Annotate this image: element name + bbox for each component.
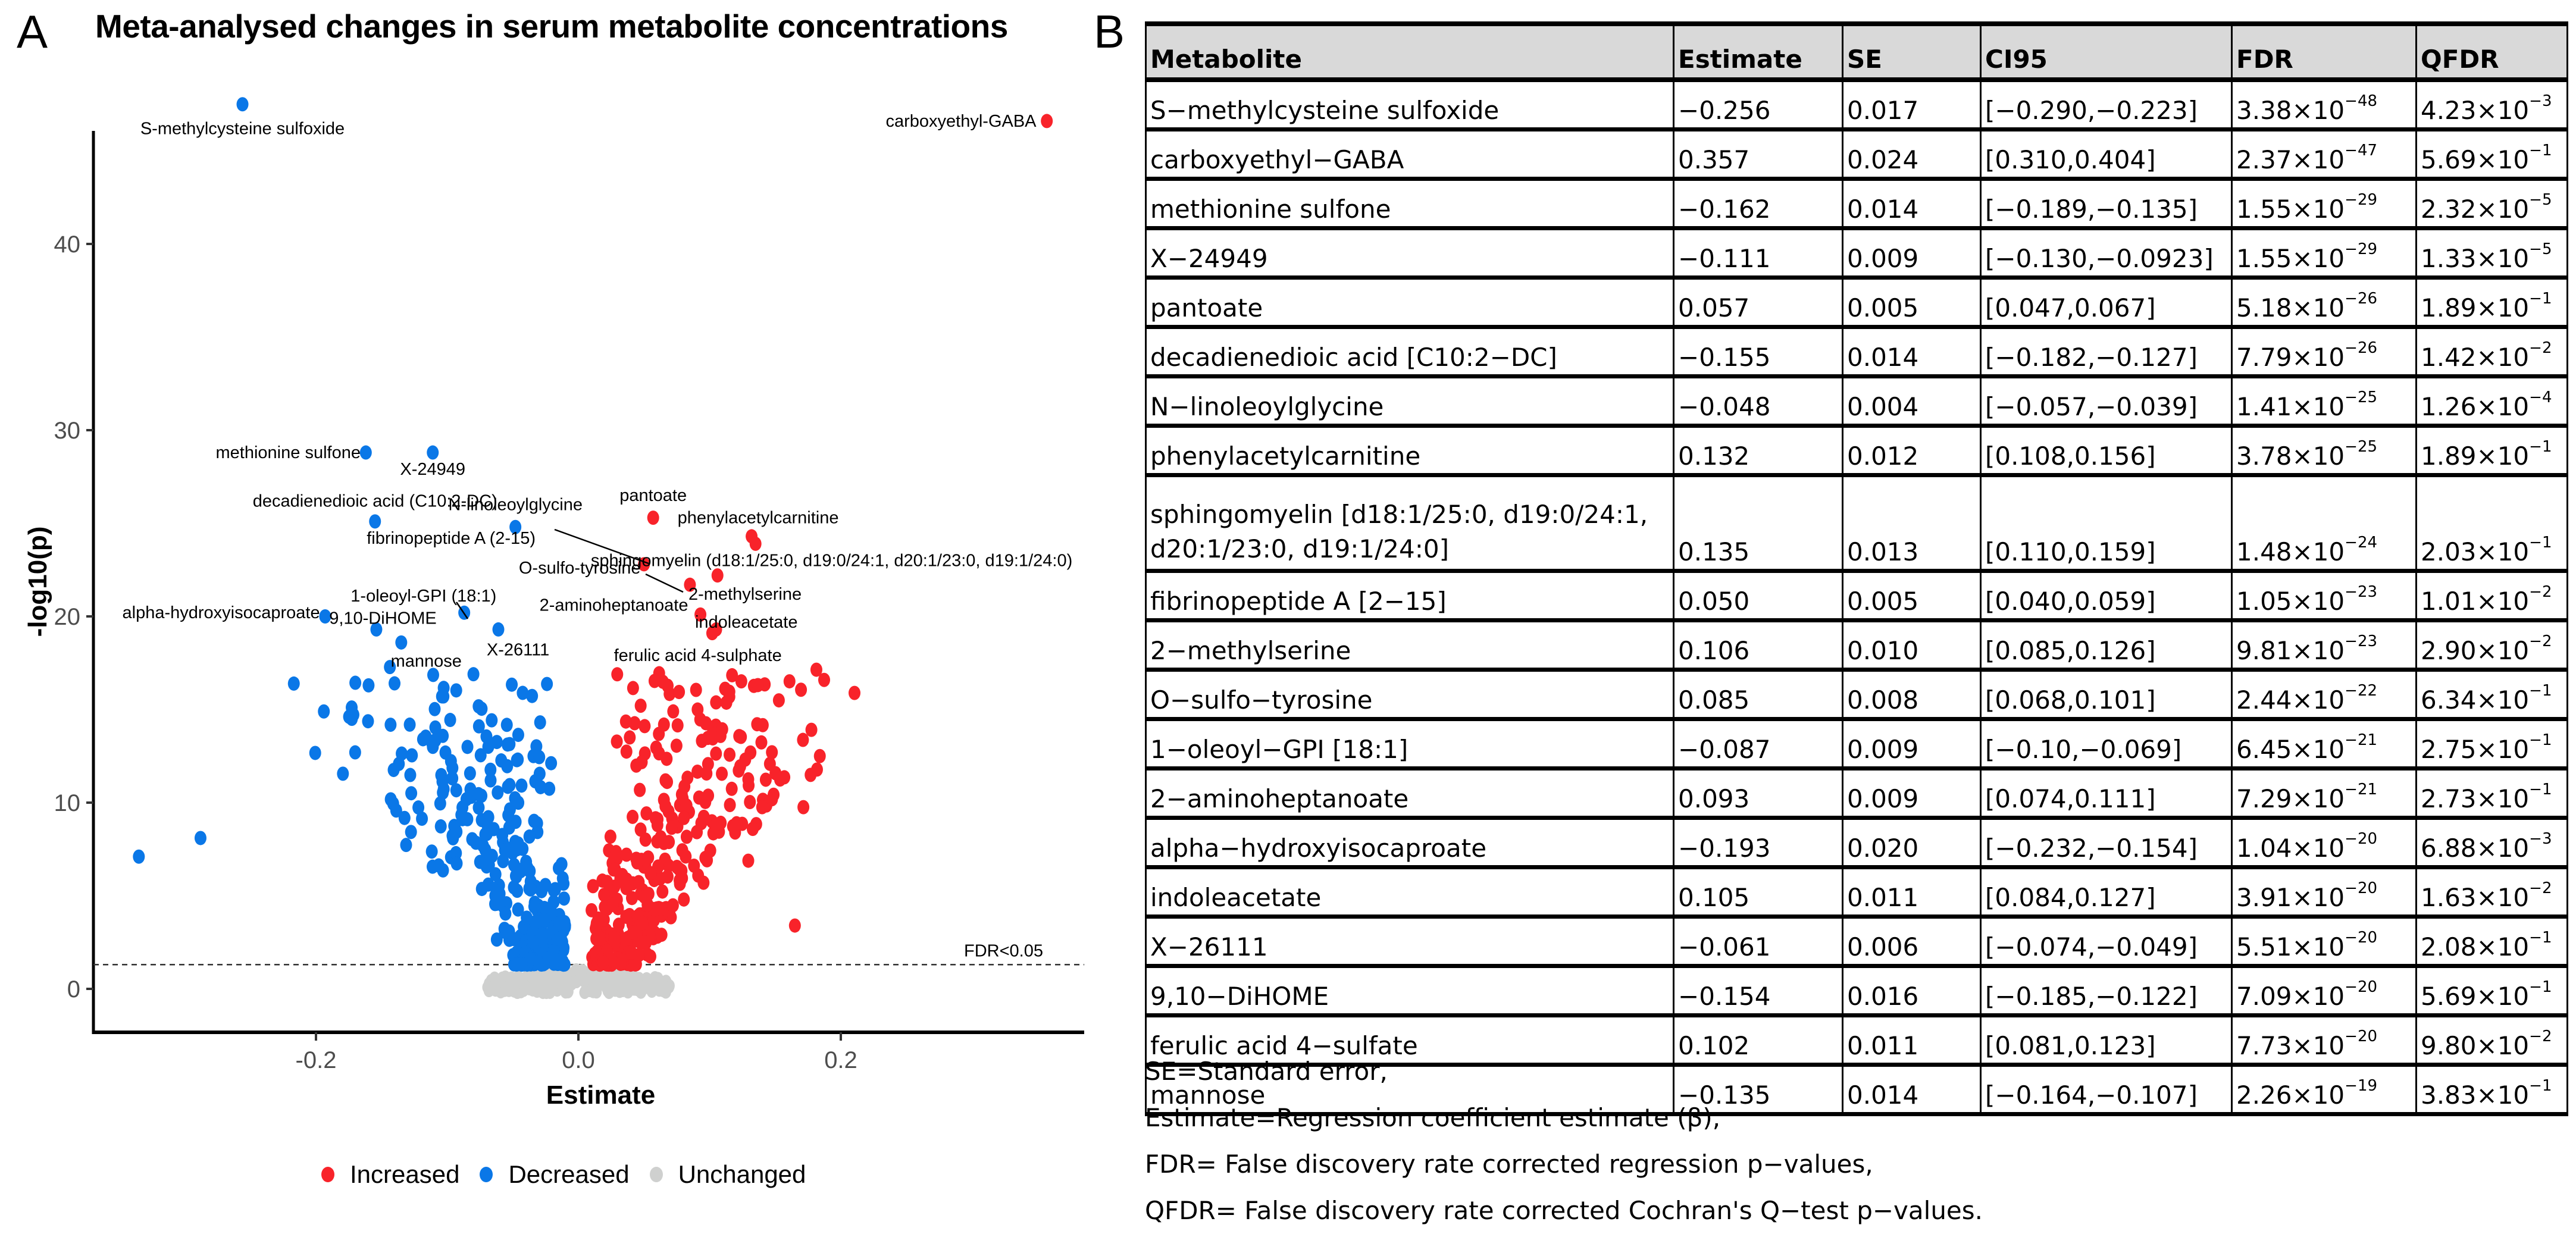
cell-qfdr bbox=[2417, 719, 2568, 769]
data-point bbox=[750, 537, 762, 551]
cell-metabolite: S−methylcysteine sulfoxide bbox=[1146, 80, 1674, 130]
cell-estimate: −0.087 bbox=[1674, 719, 1843, 769]
cell-fdr-exponent: −25 bbox=[2345, 389, 2378, 406]
legend-label: Decreased bbox=[508, 1160, 630, 1188]
cell-estimate: −0.162 bbox=[1674, 179, 1843, 228]
table-row bbox=[1146, 80, 2568, 130]
cell-ci95: [−0.290,−0.223] bbox=[1981, 80, 2232, 130]
cell-se: 0.016 bbox=[1843, 966, 1981, 1016]
table-row bbox=[1146, 719, 2568, 769]
cell-ci95: [−0.232,−0.154] bbox=[1981, 818, 2232, 867]
cell-fdr bbox=[2232, 867, 2417, 917]
cell-fdr-exponent: −20 bbox=[2345, 978, 2378, 996]
cell-fdr-mantissa: 5.18×10 bbox=[2236, 293, 2345, 322]
cell-fdr-exponent: −48 bbox=[2345, 92, 2378, 110]
cell-estimate: −0.135 bbox=[1674, 1065, 1843, 1114]
cell-se: 0.012 bbox=[1843, 426, 1981, 475]
footnote-qfdr: QFDR= False discovery rate corrected Cochran's Q−test p−values. bbox=[1145, 1196, 1983, 1225]
cell-fdr bbox=[2232, 475, 2417, 571]
cell-estimate: 0.135 bbox=[1674, 475, 1843, 571]
cell-se: 0.004 bbox=[1843, 377, 1981, 426]
cell-estimate: 0.057 bbox=[1674, 278, 1843, 327]
cell-fdr-mantissa: 2.37×10 bbox=[2236, 145, 2345, 174]
cell-se: 0.020 bbox=[1843, 818, 1981, 867]
cell-fdr bbox=[2232, 80, 2417, 130]
cell-qfdr-mantissa: 6.88×10 bbox=[2421, 834, 2530, 863]
cell-qfdr-mantissa: 9.80×10 bbox=[2421, 1031, 2530, 1060]
column-header-se: SE bbox=[1843, 24, 1981, 80]
legend-item-unchanged bbox=[650, 1160, 806, 1189]
point-label: N-linoleoylglycine bbox=[448, 495, 583, 515]
data-point bbox=[237, 97, 249, 111]
cell-metabolite: methionine sulfone bbox=[1146, 179, 1674, 228]
point-label: 2-methylserine bbox=[688, 584, 802, 604]
table-row bbox=[1146, 670, 2568, 719]
cell-fdr-exponent: −26 bbox=[2345, 290, 2378, 308]
cell-ci95: [0.110,0.159] bbox=[1981, 475, 2232, 571]
cell-qfdr-exponent: −1 bbox=[2529, 978, 2552, 996]
table-row bbox=[1146, 867, 2568, 917]
cell-qfdr-exponent: −3 bbox=[2529, 92, 2552, 110]
data-point bbox=[1041, 114, 1053, 128]
column-header-metabolite: Metabolite bbox=[1146, 24, 1674, 80]
cell-ci95: [0.081,0.123] bbox=[1981, 1016, 2232, 1065]
y-tick-label: 40 bbox=[54, 231, 80, 258]
table-row bbox=[1146, 130, 2568, 179]
cell-qfdr bbox=[2417, 670, 2568, 719]
cell-fdr-mantissa: 1.04×10 bbox=[2236, 834, 2345, 863]
cell-estimate: 0.085 bbox=[1674, 670, 1843, 719]
cell-qfdr bbox=[2417, 475, 2568, 571]
data-point bbox=[712, 568, 724, 582]
cell-fdr-exponent: −29 bbox=[2345, 191, 2378, 209]
table-row bbox=[1146, 475, 2568, 571]
cell-estimate: 0.102 bbox=[1674, 1016, 1843, 1065]
cell-estimate: −0.061 bbox=[1674, 917, 1843, 966]
point-label: O-sulfo-tyrosine bbox=[518, 559, 641, 578]
panel-a-letter: A bbox=[17, 5, 48, 58]
cell-ci95: [0.047,0.067] bbox=[1981, 278, 2232, 327]
cell-fdr bbox=[2232, 130, 2417, 179]
cell-qfdr-exponent: −2 bbox=[2529, 1028, 2552, 1045]
cell-qfdr-exponent: −2 bbox=[2529, 339, 2552, 357]
cell-qfdr-exponent: −1 bbox=[2529, 142, 2552, 159]
cell-fdr-mantissa: 5.51×10 bbox=[2236, 932, 2345, 961]
cell-metabolite: ferulic acid 4−sulfate bbox=[1146, 1016, 1674, 1065]
cell-fdr bbox=[2232, 818, 2417, 867]
cell-metabolite: alpha−hydroxyisocaproate bbox=[1146, 818, 1674, 867]
cell-ci95: [−0.164,−0.107] bbox=[1981, 1065, 2232, 1114]
data-point bbox=[369, 514, 381, 528]
cell-se: 0.011 bbox=[1843, 867, 1981, 917]
table-row bbox=[1146, 621, 2568, 670]
cell-metabolite: O−sulfo−tyrosine bbox=[1146, 670, 1674, 719]
cell-se: 0.014 bbox=[1843, 327, 1981, 377]
data-point bbox=[360, 446, 372, 460]
cell-qfdr-mantissa: 1.42×10 bbox=[2421, 343, 2530, 372]
cell-fdr-mantissa: 3.91×10 bbox=[2236, 883, 2345, 912]
cell-ci95: [−0.057,−0.039] bbox=[1981, 377, 2232, 426]
cell-fdr-mantissa: 1.55×10 bbox=[2236, 195, 2345, 224]
point-label: alpha-hydroxyisocaproate bbox=[122, 603, 320, 623]
cell-metabolite: X−26111 bbox=[1146, 917, 1674, 966]
cell-qfdr-exponent: −2 bbox=[2529, 583, 2552, 601]
cell-qfdr bbox=[2417, 179, 2568, 228]
cell-ci95: [0.068,0.101] bbox=[1981, 670, 2232, 719]
cell-fdr-exponent: −20 bbox=[2345, 879, 2378, 897]
panel-b-letter: B bbox=[1094, 5, 1125, 58]
cell-fdr bbox=[2232, 426, 2417, 475]
table-row bbox=[1146, 327, 2568, 377]
cell-ci95: [−0.185,−0.122] bbox=[1981, 966, 2232, 1016]
cell-qfdr-exponent: −1 bbox=[2529, 731, 2552, 749]
cell-ci95: [−0.10,−0.069] bbox=[1981, 719, 2232, 769]
cell-estimate: −0.193 bbox=[1674, 818, 1843, 867]
cell-qfdr bbox=[2417, 769, 2568, 818]
cell-fdr bbox=[2232, 670, 2417, 719]
cell-fdr-exponent: −24 bbox=[2345, 534, 2378, 552]
table-header-row bbox=[1146, 24, 2568, 80]
cell-metabolite: carboxyethyl−GABA bbox=[1146, 130, 1674, 179]
cell-estimate: 0.106 bbox=[1674, 621, 1843, 670]
cell-qfdr-exponent: −1 bbox=[2529, 929, 2552, 947]
cell-qfdr-mantissa: 1.63×10 bbox=[2421, 883, 2530, 912]
cell-fdr-mantissa: 1.55×10 bbox=[2236, 244, 2345, 273]
column-header-qfdr: QFDR bbox=[2417, 24, 2568, 80]
cell-qfdr bbox=[2417, 426, 2568, 475]
cell-qfdr-mantissa: 1.01×10 bbox=[2421, 587, 2530, 616]
x-tick-label: -0.2 bbox=[295, 1047, 337, 1073]
cell-se: 0.011 bbox=[1843, 1016, 1981, 1065]
cell-qfdr-exponent: −1 bbox=[2529, 781, 2552, 798]
table-body bbox=[1146, 80, 2568, 1114]
cell-ci95: [0.084,0.127] bbox=[1981, 867, 2232, 917]
cell-qfdr bbox=[2417, 1016, 2568, 1065]
cell-qfdr bbox=[2417, 917, 2568, 966]
cell-se: 0.005 bbox=[1843, 571, 1981, 621]
cell-metabolite: decadienedioic acid [C10:2−DC] bbox=[1146, 327, 1674, 377]
data-point bbox=[395, 635, 407, 650]
fdr-threshold-label: FDR<0.05 bbox=[964, 941, 1043, 961]
cell-qfdr-mantissa: 6.34×10 bbox=[2421, 685, 2530, 715]
cell-fdr-exponent: −47 bbox=[2345, 142, 2378, 159]
cell-estimate: 0.050 bbox=[1674, 571, 1843, 621]
cell-qfdr-exponent: −1 bbox=[2529, 1077, 2552, 1095]
point-label: X-24949 bbox=[400, 460, 466, 480]
y-tick-label: 20 bbox=[54, 604, 80, 630]
chart-title: Meta-analysed changes in serum metabolite concentrations bbox=[95, 8, 1008, 45]
cell-qfdr-mantissa: 1.33×10 bbox=[2421, 244, 2530, 273]
cell-qfdr-mantissa: 2.90×10 bbox=[2421, 636, 2530, 665]
point-label: indoleacetate bbox=[694, 612, 798, 632]
cell-qfdr-exponent: −2 bbox=[2529, 879, 2552, 897]
y-tick-label: 30 bbox=[54, 418, 80, 444]
cell-fdr-exponent: −21 bbox=[2345, 781, 2378, 798]
cell-qfdr bbox=[2417, 966, 2568, 1016]
cell-fdr-mantissa: 7.79×10 bbox=[2236, 343, 2345, 372]
cell-qfdr bbox=[2417, 571, 2568, 621]
point-label: 9,10-DiHOME bbox=[329, 609, 437, 628]
cell-fdr bbox=[2232, 278, 2417, 327]
cell-se: 0.014 bbox=[1843, 1065, 1981, 1114]
cell-fdr bbox=[2232, 571, 2417, 621]
cell-se: 0.010 bbox=[1843, 621, 1981, 670]
cell-se: 0.024 bbox=[1843, 130, 1981, 179]
table-row bbox=[1146, 769, 2568, 818]
cell-se: 0.005 bbox=[1843, 278, 1981, 327]
cell-fdr-mantissa: 9.81×10 bbox=[2236, 636, 2345, 665]
cell-fdr-exponent: −22 bbox=[2345, 682, 2378, 700]
point-label: phenylacetylcarnitine bbox=[677, 508, 839, 528]
y-tick-label: 0 bbox=[67, 976, 80, 1003]
data-point bbox=[427, 446, 439, 460]
cell-fdr-mantissa: 3.78×10 bbox=[2236, 441, 2345, 471]
legend-dot-increased bbox=[321, 1167, 334, 1182]
cell-qfdr-mantissa: 1.89×10 bbox=[2421, 293, 2530, 322]
table-row bbox=[1146, 966, 2568, 1016]
point-label: 2-aminoheptanoate bbox=[539, 596, 688, 615]
column-header-fdr: FDR bbox=[2232, 24, 2417, 80]
cell-qfdr bbox=[2417, 818, 2568, 867]
y-tick-label: 10 bbox=[54, 790, 80, 816]
table-row bbox=[1146, 818, 2568, 867]
point-label: mannose bbox=[390, 652, 462, 671]
cell-estimate: −0.154 bbox=[1674, 966, 1843, 1016]
cell-qfdr-mantissa: 3.83×10 bbox=[2421, 1080, 2530, 1110]
cell-qfdr-exponent: −5 bbox=[2529, 191, 2552, 209]
cell-qfdr-mantissa: 5.69×10 bbox=[2421, 982, 2530, 1011]
point-label: X-26111 bbox=[486, 640, 550, 660]
x-axis-title: Estimate bbox=[546, 1080, 656, 1110]
legend-item-increased bbox=[321, 1160, 459, 1189]
cell-se: 0.009 bbox=[1843, 228, 1981, 278]
results-table bbox=[1145, 21, 2568, 1116]
table-row bbox=[1146, 571, 2568, 621]
cell-fdr-exponent: −19 bbox=[2345, 1077, 2378, 1095]
cell-fdr-exponent: −23 bbox=[2345, 632, 2378, 650]
cell-ci95: [−0.074,−0.049] bbox=[1981, 917, 2232, 966]
cell-qfdr-exponent: −1 bbox=[2529, 290, 2552, 308]
cell-metabolite: 9,10−DiHOME bbox=[1146, 966, 1674, 1016]
cell-qfdr-mantissa: 1.26×10 bbox=[2421, 392, 2530, 421]
cell-ci95: [0.085,0.126] bbox=[1981, 621, 2232, 670]
cell-estimate: −0.111 bbox=[1674, 228, 1843, 278]
footnote-se: SE=Standard error, bbox=[1145, 1057, 1388, 1086]
cell-fdr bbox=[2232, 179, 2417, 228]
cell-ci95: [−0.189,−0.135] bbox=[1981, 179, 2232, 228]
footnote-estimate: Estimate=Regression coefficient estimate (β), bbox=[1145, 1103, 1721, 1132]
cell-se: 0.009 bbox=[1843, 719, 1981, 769]
cell-qfdr-mantissa: 4.23×10 bbox=[2421, 96, 2530, 125]
point-label: methionine sulfone bbox=[215, 443, 361, 462]
cell-se: 0.006 bbox=[1843, 917, 1981, 966]
cell-qfdr-exponent: −1 bbox=[2529, 534, 2552, 552]
cell-ci95: [0.310,0.404] bbox=[1981, 130, 2232, 179]
point-label: 1-oleoyl-GPI (18:1) bbox=[350, 586, 497, 606]
cell-metabolite: 2−aminoheptanoate bbox=[1146, 769, 1674, 818]
point-label: pantoate bbox=[619, 486, 687, 505]
point-label: decadienedioic acid (C10:2-DC) bbox=[252, 491, 497, 511]
volcano-plot bbox=[0, 0, 1131, 1216]
cell-se: 0.013 bbox=[1843, 475, 1981, 571]
cell-fdr bbox=[2232, 769, 2417, 818]
cell-estimate: 0.357 bbox=[1674, 130, 1843, 179]
point-label: S-methylcysteine sulfoxide bbox=[140, 119, 345, 139]
cell-qfdr-exponent: −3 bbox=[2529, 830, 2552, 848]
cell-fdr-exponent: −23 bbox=[2345, 583, 2378, 601]
cell-qfdr bbox=[2417, 867, 2568, 917]
cell-fdr-exponent: −20 bbox=[2345, 830, 2378, 848]
table-row bbox=[1146, 278, 2568, 327]
cell-metabolite: sphingomyelin [d18:1/25:0, d19:0/24:1, d20:1/23:0, d19:1/24:0] bbox=[1146, 475, 1674, 571]
cell-qfdr bbox=[2417, 621, 2568, 670]
cell-fdr bbox=[2232, 1065, 2417, 1114]
cell-se: 0.009 bbox=[1843, 769, 1981, 818]
cell-qfdr-mantissa: 5.69×10 bbox=[2421, 145, 2530, 174]
cell-se: 0.017 bbox=[1843, 80, 1981, 130]
legend-item-decreased bbox=[480, 1160, 629, 1189]
cell-qfdr-exponent: −1 bbox=[2529, 438, 2552, 456]
point-label: ferulic acid 4-sulphate bbox=[614, 646, 782, 666]
cell-qfdr bbox=[2417, 228, 2568, 278]
cell-fdr bbox=[2232, 621, 2417, 670]
cell-qfdr-mantissa: 2.03×10 bbox=[2421, 537, 2530, 566]
data-point bbox=[492, 622, 504, 637]
cell-qfdr-mantissa: 2.73×10 bbox=[2421, 784, 2530, 813]
cell-fdr-exponent: −20 bbox=[2345, 1028, 2378, 1045]
cell-se: 0.008 bbox=[1843, 670, 1981, 719]
cell-fdr-mantissa: 1.05×10 bbox=[2236, 587, 2345, 616]
cell-estimate: 0.093 bbox=[1674, 769, 1843, 818]
cell-fdr bbox=[2232, 1016, 2417, 1065]
table-row bbox=[1146, 377, 2568, 426]
cell-qfdr bbox=[2417, 130, 2568, 179]
cell-fdr-exponent: −20 bbox=[2345, 929, 2378, 947]
point-label: carboxyethyl-GABA bbox=[885, 111, 1037, 131]
cell-fdr-mantissa: 6.45×10 bbox=[2236, 735, 2345, 764]
cell-metabolite: 2−methylserine bbox=[1146, 621, 1674, 670]
cell-fdr-mantissa: 7.29×10 bbox=[2236, 784, 2345, 813]
cell-ci95: [0.040,0.059] bbox=[1981, 571, 2232, 621]
cell-ci95: [0.074,0.111] bbox=[1981, 769, 2232, 818]
cell-ci95: [−0.182,−0.127] bbox=[1981, 327, 2232, 377]
cell-estimate: 0.132 bbox=[1674, 426, 1843, 475]
cell-fdr-mantissa: 3.38×10 bbox=[2236, 96, 2345, 125]
point-label: fibrinopeptide A (2-15) bbox=[367, 528, 536, 548]
cell-fdr bbox=[2232, 228, 2417, 278]
cell-metabolite: N−linoleoylglycine bbox=[1146, 377, 1674, 426]
cell-fdr-exponent: −25 bbox=[2345, 438, 2378, 456]
cell-metabolite: phenylacetylcarnitine bbox=[1146, 426, 1674, 475]
cell-se: 0.014 bbox=[1843, 179, 1981, 228]
cell-metabolite: fibrinopeptide A [2−15] bbox=[1146, 571, 1674, 621]
table-row bbox=[1146, 228, 2568, 278]
cell-qfdr-mantissa: 2.08×10 bbox=[2421, 932, 2530, 961]
cell-estimate: −0.256 bbox=[1674, 80, 1843, 130]
legend-dot-decreased bbox=[480, 1167, 493, 1182]
cell-ci95: [0.108,0.156] bbox=[1981, 426, 2232, 475]
x-tick-label: 0.2 bbox=[824, 1047, 857, 1073]
table-footnotes bbox=[1145, 1048, 1983, 1234]
cell-qfdr-mantissa: 2.75×10 bbox=[2421, 735, 2530, 764]
point-cloud bbox=[133, 660, 860, 999]
cell-fdr-exponent: −26 bbox=[2345, 339, 2378, 357]
cell-fdr bbox=[2232, 719, 2417, 769]
cell-qfdr bbox=[2417, 327, 2568, 377]
data-point bbox=[647, 510, 659, 525]
cell-estimate: 0.105 bbox=[1674, 867, 1843, 917]
legend-dot-unchanged bbox=[650, 1167, 663, 1182]
cell-qfdr-mantissa: 1.89×10 bbox=[2421, 441, 2530, 471]
chart-legend bbox=[321, 1160, 826, 1189]
cell-fdr-mantissa: 2.26×10 bbox=[2236, 1080, 2345, 1110]
table-row bbox=[1146, 426, 2568, 475]
column-header-ci95: CI95 bbox=[1981, 24, 2232, 80]
legend-label: Unchanged bbox=[678, 1160, 806, 1188]
cell-qfdr bbox=[2417, 377, 2568, 426]
point-label: sphingomyelin (d18:1/25:0, d19:0/24:1, d20:1/23:0, d19:1/24:0) bbox=[590, 551, 1073, 571]
cell-qfdr bbox=[2417, 1065, 2568, 1114]
y-axis-title: -log10(p) bbox=[23, 526, 52, 637]
cell-metabolite: indoleacetate bbox=[1146, 867, 1674, 917]
cell-metabolite: 1−oleoyl−GPI [18:1] bbox=[1146, 719, 1674, 769]
column-header-estimate: Estimate bbox=[1674, 24, 1843, 80]
table-row bbox=[1146, 917, 2568, 966]
cell-qfdr-exponent: −5 bbox=[2529, 240, 2552, 258]
cell-fdr bbox=[2232, 966, 2417, 1016]
cell-fdr-exponent: −21 bbox=[2345, 731, 2378, 749]
cell-qfdr bbox=[2417, 80, 2568, 130]
cell-fdr-mantissa: 1.48×10 bbox=[2236, 537, 2345, 566]
cell-fdr-mantissa: 7.09×10 bbox=[2236, 982, 2345, 1011]
cell-fdr-mantissa: 1.41×10 bbox=[2236, 392, 2345, 421]
table-row bbox=[1146, 179, 2568, 228]
cell-qfdr-exponent: −4 bbox=[2529, 389, 2552, 406]
cell-fdr bbox=[2232, 327, 2417, 377]
cell-estimate: −0.048 bbox=[1674, 377, 1843, 426]
cell-metabolite: X−24949 bbox=[1146, 228, 1674, 278]
cell-fdr-exponent: −29 bbox=[2345, 240, 2378, 258]
cell-metabolite: pantoate bbox=[1146, 278, 1674, 327]
cell-fdr bbox=[2232, 917, 2417, 966]
cell-qfdr-mantissa: 2.32×10 bbox=[2421, 195, 2530, 224]
cell-metabolite: mannose bbox=[1146, 1065, 1674, 1114]
cell-qfdr bbox=[2417, 278, 2568, 327]
cell-ci95: [−0.130,−0.0923] bbox=[1981, 228, 2232, 278]
cell-fdr bbox=[2232, 377, 2417, 426]
x-tick-label: 0.0 bbox=[562, 1047, 595, 1073]
cell-fdr-mantissa: 2.44×10 bbox=[2236, 685, 2345, 715]
legend-label: Increased bbox=[350, 1160, 460, 1188]
cell-qfdr-exponent: −2 bbox=[2529, 632, 2552, 650]
footnote-fdr: FDR= False discovery rate corrected regression p−values, bbox=[1145, 1150, 1873, 1179]
cell-fdr-mantissa: 7.73×10 bbox=[2236, 1031, 2345, 1060]
cell-qfdr-exponent: −1 bbox=[2529, 682, 2552, 700]
cell-estimate: −0.155 bbox=[1674, 327, 1843, 377]
point-labels bbox=[123, 112, 1073, 671]
